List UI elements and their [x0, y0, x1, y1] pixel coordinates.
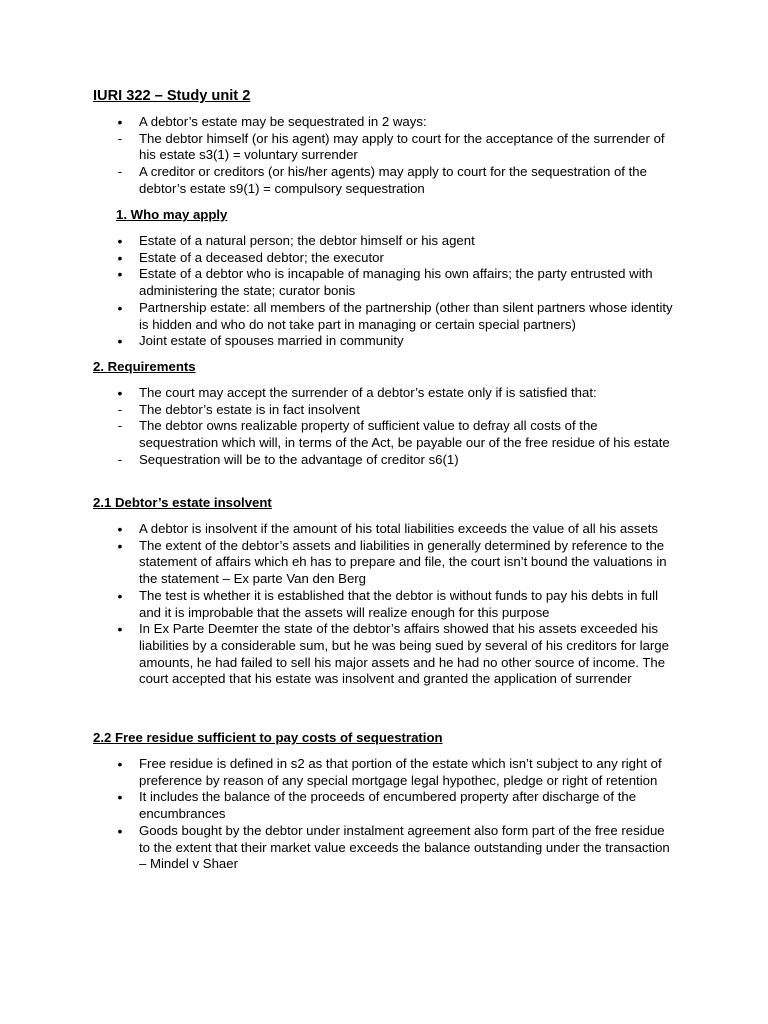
- heading-debtors-estate-insolvent: 2.1 Debtor’s estate insolvent: [93, 495, 272, 510]
- bullet-marker: •: [117, 756, 123, 772]
- intro-list: [0, 114, 768, 198]
- list-item: [0, 452, 679, 469]
- list-item: [0, 333, 679, 350]
- list-item-text: The debtor himself (or his agent) may apply to court for the acceptance of the surrender of his estate s3(1) = voluntary surrender: [139, 130, 665, 163]
- list-item: [0, 538, 679, 588]
- list-item-text: In Ex Parte Deemter the state of the debtor’s affairs showed that his assets exceeded his liabilities by a considerable sum, but he was being sued by several of his creditors for large amounts, he had failed to sell his major assets and he had no other source of income. The court accepted that his estate was insolvent and granted the application of surrender: [139, 621, 669, 687]
- list-item: [0, 789, 679, 822]
- list-item: [0, 588, 679, 621]
- list-item: [0, 823, 679, 873]
- list-item-text: Goods bought by the debtor under instalment agreement also form part of the free residue to the extent that their market value exceeds the balance outstanding under the transaction – Mindel v Shaer: [139, 822, 670, 872]
- bullet-marker: •: [117, 822, 123, 839]
- list-item-text: Estate of a deceased debtor; the executor: [139, 249, 384, 265]
- bullet-marker: •: [117, 537, 123, 554]
- bullet-marker: •: [117, 249, 123, 266]
- heading-free-residue: 2.2 Free residue sufficient to pay costs of sequestration: [93, 730, 443, 745]
- list-item: [0, 300, 679, 333]
- list-item: [0, 521, 679, 538]
- bullet-marker: •: [117, 789, 123, 806]
- requirements-list: [0, 385, 768, 469]
- bullet-marker: •: [117, 621, 123, 638]
- dash-marker: -: [117, 401, 123, 417]
- list-item-text: The debtor’s estate is in fact insolvent: [139, 401, 360, 417]
- list-item-text: Estate of a debtor who is incapable of managing his own affairs; the party entrusted with administering the state; curator bonis: [139, 266, 653, 299]
- list-item: [0, 233, 679, 250]
- dash-marker: -: [117, 130, 123, 146]
- heading-who-may-apply: 1. Who may apply: [116, 207, 228, 222]
- bullet-marker: •: [117, 266, 123, 283]
- list-item-text: It includes the balance of the proceeds of encumbered property after discharge of the encumbrances: [139, 789, 637, 822]
- free-residue-list: [0, 756, 768, 873]
- list-item-text: The debtor owns realizable property of sufficient value to defray all costs of the sequestration which will, in terms of the Act, be payable our of the free residue of his estate: [139, 418, 670, 451]
- list-item-text: Sequestration will be to the advantage of creditor s6(1): [139, 451, 459, 467]
- dash-marker: -: [117, 451, 123, 467]
- heading-requirements: 2. Requirements: [93, 359, 196, 374]
- bullet-marker: •: [117, 587, 123, 604]
- bullet-marker: •: [117, 521, 123, 537]
- dash-marker: -: [117, 418, 123, 434]
- list-item-text: Partnership estate: all members of the partnership (other than silent partners whose identity is hidden and who do not take part in managing or certain special partners): [139, 299, 673, 332]
- list-item: [0, 250, 679, 267]
- bullet-marker: •: [117, 233, 123, 249]
- bullet-marker: •: [117, 333, 123, 350]
- list-item: [0, 418, 679, 451]
- list-item-text: Joint estate of spouses married in community: [139, 333, 404, 349]
- list-item-text: The extent of the debtor’s assets and liabilities in generally determined by reference to the statement of affairs which eh has to prepare and file, the court isn’t bound the valuations in the statement – Ex parte Van den Berg: [139, 537, 667, 587]
- dash-marker: -: [117, 164, 123, 180]
- list-item-text: Estate of a natural person; the debtor himself or his agent: [139, 233, 475, 248]
- bullet-marker: •: [117, 299, 123, 316]
- list-item: [0, 266, 679, 299]
- list-item: [0, 114, 679, 131]
- who-may-apply-list: [0, 233, 768, 350]
- list-item-text: A debtor is insolvent if the amount of his total liabilities exceeds the value of all his assets: [139, 521, 658, 536]
- insolvent-list: [0, 521, 768, 688]
- list-item-text: A debtor’s estate may be sequestrated in 2 ways:: [139, 114, 427, 129]
- list-item: [0, 402, 679, 419]
- list-item: [0, 621, 679, 688]
- bullet-marker: •: [117, 114, 123, 130]
- list-item: [0, 164, 679, 197]
- bullet-marker: •: [117, 385, 123, 401]
- list-item: [0, 131, 679, 164]
- list-item-text: Free residue is defined in s2 as that portion of the estate which isn’t subject to any right of preference by reason of any special mortgage legal hypothec, pledge or right of retention: [139, 756, 662, 788]
- document-title: IURI 322 – Study unit 2: [93, 88, 251, 104]
- list-item: [0, 385, 679, 402]
- list-item: [0, 756, 679, 789]
- list-item-text: The court may accept the surrender of a debtor’s estate only if is satisfied that:: [139, 385, 597, 400]
- list-item-text: A creditor or creditors (or his/her agents) may apply to court for the sequestration of the debtor’s estate s9(1) = compulsory sequestration: [139, 164, 647, 196]
- list-item-text: The test is whether it is established that the debtor is without funds to pay his debts in full and it is improbable that the assets will realize enough for this purpose: [139, 587, 658, 620]
